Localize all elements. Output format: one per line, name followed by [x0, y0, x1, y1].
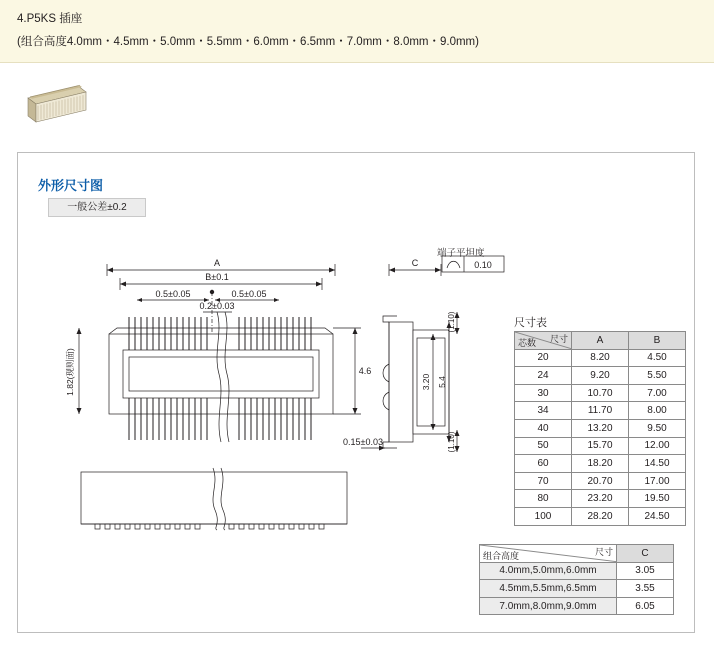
cell-pins: 24 — [515, 367, 572, 385]
panel-title: 外形尺寸图 — [38, 178, 104, 193]
cell-pins: 40 — [515, 419, 572, 437]
table-row — [515, 384, 686, 402]
cell-b: 19.50 — [629, 490, 686, 508]
cell-b: 7.00 — [629, 384, 686, 402]
cell-a: 11.70 — [572, 402, 629, 420]
cell-b: 12.00 — [629, 437, 686, 455]
table-row — [480, 580, 674, 598]
page-subtitle: (组合高度4.0mm・4.5mm・5.0mm・5.5mm・6.0mm・6.5mm・7.0mm・8.0mm・9.0mm) — [17, 36, 479, 48]
table-corner-cell — [515, 332, 572, 350]
dimension-table-title: 尺寸表 — [514, 317, 547, 329]
table-row — [515, 507, 686, 525]
cell-a: 8.20 — [572, 349, 629, 367]
label-side-top: (1.10) — [447, 311, 456, 333]
cell-a: 18.20 — [572, 455, 629, 473]
table-row — [515, 367, 686, 385]
cell-pins: 30 — [515, 384, 572, 402]
cell-b: 4.50 — [629, 349, 686, 367]
cell-c: 3.05 — [617, 562, 674, 580]
table-row — [480, 597, 674, 615]
corner-label-col: 尺寸 — [549, 334, 568, 344]
table-row — [515, 437, 686, 455]
col-header-C: C — [617, 545, 674, 563]
table-row — [515, 490, 686, 508]
table-row — [515, 455, 686, 473]
cell-height: 4.0mm,5.0mm,6.0mm — [480, 562, 617, 580]
label-pin-width: 0.2±0.03 — [199, 301, 235, 311]
cell-a: 28.20 — [572, 507, 629, 525]
cell-a: 13.20 — [572, 419, 629, 437]
cell-b: 5.50 — [629, 367, 686, 385]
label-height-left: 1.82(现则面) — [65, 348, 75, 396]
page-header-band — [0, 0, 714, 63]
label-pitch-right: 0.5±0.05 — [231, 289, 267, 299]
label-C: C — [411, 258, 419, 268]
cell-b: 9.50 — [629, 419, 686, 437]
cell-pins: 80 — [515, 490, 572, 508]
cell-pins: 70 — [515, 472, 572, 490]
cell-c: 3.55 — [617, 580, 674, 598]
cell-pins: 60 — [515, 455, 572, 473]
table-header-row — [515, 332, 686, 350]
cell-height: 4.5mm,5.5mm,6.5mm — [480, 580, 617, 598]
label-height-right: 4.6 — [358, 366, 372, 376]
dimension-table-c — [479, 544, 674, 615]
table-header-row — [480, 545, 674, 563]
cell-height: 7.0mm,8.0mm,9.0mm — [480, 597, 617, 615]
col-header-B: B — [629, 332, 686, 350]
label-side-mid1: 3.20 — [421, 373, 431, 391]
corner-label-row: 芯数 — [518, 337, 537, 348]
flatness-title: 端子平坦度 — [437, 248, 485, 259]
dimension-table-ab — [514, 331, 686, 526]
table-row — [515, 472, 686, 490]
cell-b: 14.50 — [629, 455, 686, 473]
cell-pins: 20 — [515, 349, 572, 367]
cell-c: 6.05 — [617, 597, 674, 615]
label-B: B±0.1 — [205, 272, 229, 282]
tolerance-note: 一般公差±0.2 — [48, 198, 146, 217]
cell-pins: 100 — [515, 507, 572, 525]
cell-b: 24.50 — [629, 507, 686, 525]
corner-label-col: 尺寸 — [594, 547, 613, 557]
label-side-mid2: 5.4 — [437, 376, 447, 388]
table-row — [515, 349, 686, 367]
table-row — [515, 402, 686, 420]
label-pitch-left: 0.5±0.05 — [155, 289, 191, 299]
cell-b: 17.00 — [629, 472, 686, 490]
cell-pins: 34 — [515, 402, 572, 420]
cell-a: 15.70 — [572, 437, 629, 455]
table-row — [515, 419, 686, 437]
label-side-bottom: (1.10) — [447, 431, 456, 453]
cell-a: 9.20 — [572, 367, 629, 385]
page-title: 4.P5KS 插座 — [17, 13, 83, 25]
label-A: A — [213, 258, 221, 268]
col-header-A: A — [572, 332, 629, 350]
cell-pins: 50 — [515, 437, 572, 455]
table-corner-cell — [480, 545, 617, 563]
label-flatness-value: 0.10 — [474, 260, 492, 270]
cell-a: 10.70 — [572, 384, 629, 402]
table-row — [480, 562, 674, 580]
cell-b: 8.00 — [629, 402, 686, 420]
corner-label-row: 组合高度 — [483, 550, 520, 561]
cell-a: 23.20 — [572, 490, 629, 508]
cell-a: 20.70 — [572, 472, 629, 490]
product-photo — [22, 80, 88, 136]
label-lead-dim: 0.15±0.03 — [343, 437, 383, 447]
